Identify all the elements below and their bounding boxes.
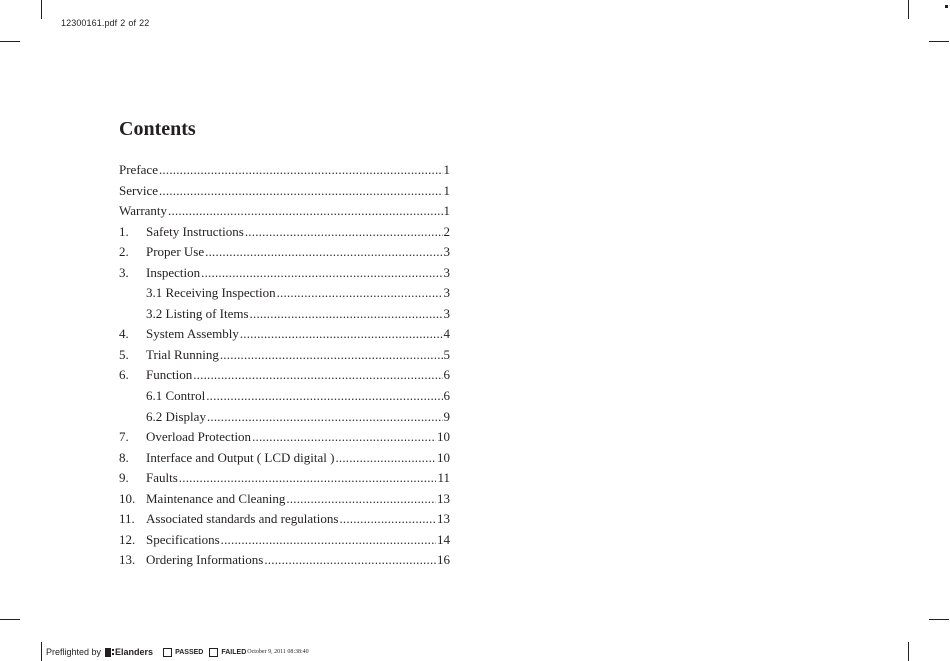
toc-dot-leader xyxy=(252,427,436,448)
toc-entry-number: 2. xyxy=(119,244,129,260)
crop-mark-top-right-horizontal xyxy=(929,41,949,42)
file-page-number: 2 xyxy=(120,18,126,28)
crop-mark-bottom-left-vertical xyxy=(41,642,42,661)
toc-entry-number: 9. xyxy=(119,470,129,486)
brand-name: Elanders xyxy=(115,647,154,657)
crop-mark-top-left-vertical xyxy=(41,0,42,19)
toc-entry-page: 3 xyxy=(443,264,450,280)
page-title: Contents xyxy=(119,118,196,140)
toc-entry-title: Function xyxy=(146,367,193,383)
toc-entry-page: 11 xyxy=(437,470,450,486)
toc-entry xyxy=(119,550,450,571)
toc-entry-number: 8. xyxy=(119,449,129,465)
toc-entry xyxy=(119,263,450,284)
toc-dot-leader xyxy=(335,448,436,469)
toc-dot-leader xyxy=(201,263,442,284)
table-of-contents xyxy=(119,160,450,571)
toc-entry xyxy=(119,509,450,530)
toc-entry-page: 10 xyxy=(437,429,450,445)
toc-entry-number: 6. xyxy=(119,367,129,383)
toc-entry xyxy=(119,427,450,448)
preflight-label: Preflighted by xyxy=(46,647,102,657)
toc-entry xyxy=(119,283,450,304)
toc-entry-page: 4 xyxy=(443,326,450,342)
toc-dot-leader xyxy=(193,365,442,386)
toc-dot-leader xyxy=(205,242,442,263)
toc-entry-title: Overload Protection xyxy=(146,429,252,445)
toc-entry-page: 2 xyxy=(443,223,450,239)
preflight-footer xyxy=(46,646,309,658)
file-name: 12300161.pdf xyxy=(61,18,118,28)
toc-dot-leader xyxy=(220,345,443,366)
toc-entry-title: 3.1 Receiving Inspection xyxy=(146,285,276,301)
crop-mark-bottom-right-vertical xyxy=(908,642,909,661)
toc-entry-title: 6.2 Display xyxy=(146,408,206,424)
file-of-label: of xyxy=(128,18,137,28)
toc-entry-title: Specifications xyxy=(146,531,220,547)
toc-entry-page: 1 xyxy=(443,182,450,198)
toc-entry xyxy=(119,468,450,489)
toc-entry-number: 3. xyxy=(119,264,129,280)
failed-checkbox xyxy=(209,648,218,657)
toc-dot-leader xyxy=(159,160,443,181)
toc-entry-title: Associated standards and regulations xyxy=(146,511,339,527)
toc-dot-leader xyxy=(159,181,443,202)
toc-entry xyxy=(119,365,450,386)
toc-entry-number: 1. xyxy=(119,223,129,239)
toc-dot-leader xyxy=(264,550,436,571)
toc-entry-page: 9 xyxy=(443,408,450,424)
toc-entry-title: System Assembly xyxy=(146,326,239,342)
toc-entry-title: Preface xyxy=(119,162,158,177)
toc-entry-page: 6 xyxy=(443,388,450,404)
toc-entry xyxy=(119,407,450,428)
toc-entry xyxy=(119,530,450,551)
toc-entry-page: 6 xyxy=(443,367,450,383)
toc-entry-title: 3.2 Listing of Items xyxy=(146,305,249,321)
toc-entry-page: 3 xyxy=(443,285,450,301)
toc-dot-leader xyxy=(206,386,442,407)
toc-entry-title: Proper Use xyxy=(146,244,205,260)
toc-entry-page: 1 xyxy=(443,162,450,177)
toc-entry-page: 16 xyxy=(437,552,450,568)
file-page-total: 22 xyxy=(139,18,150,28)
toc-entry-number: 12. xyxy=(119,531,136,547)
toc-dot-leader xyxy=(250,304,443,325)
toc-entry-page: 10 xyxy=(437,449,450,465)
toc-entry xyxy=(119,324,450,345)
toc-dot-leader xyxy=(286,489,436,510)
toc-entry xyxy=(119,345,450,366)
toc-entry-title: Service xyxy=(119,182,158,198)
toc-entry-page: 3 xyxy=(443,305,450,321)
passed-label: PASSED xyxy=(175,648,204,656)
toc-entry-title: Warranty xyxy=(119,203,168,219)
toc-entry xyxy=(119,181,450,202)
toc-entry-title: Interface and Output ( LCD digital ) xyxy=(146,449,335,465)
toc-entry-title: Trial Running xyxy=(146,346,219,362)
toc-entry xyxy=(119,160,450,181)
toc-dot-leader xyxy=(277,283,443,304)
crop-mark-bottom-left-horizontal xyxy=(0,619,20,620)
crop-mark-bottom-right-horizontal xyxy=(929,619,949,620)
toc-entry xyxy=(119,242,450,263)
toc-entry xyxy=(119,448,450,469)
toc-entry-number: 7. xyxy=(119,429,129,445)
toc-dot-leader xyxy=(221,530,436,551)
toc-dot-leader xyxy=(207,407,443,428)
file-info xyxy=(61,18,152,28)
toc-entry-page: 13 xyxy=(437,490,450,506)
toc-entry-number: 10. xyxy=(119,490,136,506)
toc-entry-number: 5. xyxy=(119,346,129,362)
toc-entry xyxy=(119,222,450,243)
toc-entry-title: 6.1 Control xyxy=(146,388,206,404)
toc-entry-number: 11. xyxy=(119,511,135,527)
toc-entry-title: Ordering Informations xyxy=(146,552,264,568)
toc-dot-leader xyxy=(168,201,442,222)
toc-entry-number: 13. xyxy=(119,552,136,568)
toc-dot-leader xyxy=(245,222,443,243)
toc-entry xyxy=(119,489,450,510)
toc-entry-title: Faults xyxy=(146,470,178,486)
toc-entry-page: 13 xyxy=(437,511,450,527)
toc-entry xyxy=(119,304,450,325)
crop-mark-top-right-vertical xyxy=(908,0,909,19)
toc-entry-page: 5 xyxy=(443,346,450,362)
toc-dot-leader xyxy=(339,509,436,530)
toc-entry-title: Inspection xyxy=(146,264,201,280)
toc-entry-page: 14 xyxy=(437,531,450,547)
toc-entry-page: 3 xyxy=(443,244,450,260)
failed-label: FAILED xyxy=(221,648,247,656)
passed-checkbox xyxy=(163,648,172,657)
toc-entry-title: Safety Instructions xyxy=(146,223,244,239)
elanders-logo-icon xyxy=(105,648,111,657)
preflight-date: October 9, 2011 08:38:40 xyxy=(247,649,309,655)
toc-entry xyxy=(119,386,450,407)
toc-entry xyxy=(119,201,450,222)
registration-tick xyxy=(945,5,948,8)
toc-entry-title: Maintenance and Cleaning xyxy=(146,490,286,506)
toc-entry-number: 4. xyxy=(119,326,129,342)
toc-entry-page: 1 xyxy=(443,203,450,219)
toc-dot-leader xyxy=(179,468,437,489)
toc-dot-leader xyxy=(240,324,443,345)
crop-mark-top-left-horizontal xyxy=(0,41,20,42)
